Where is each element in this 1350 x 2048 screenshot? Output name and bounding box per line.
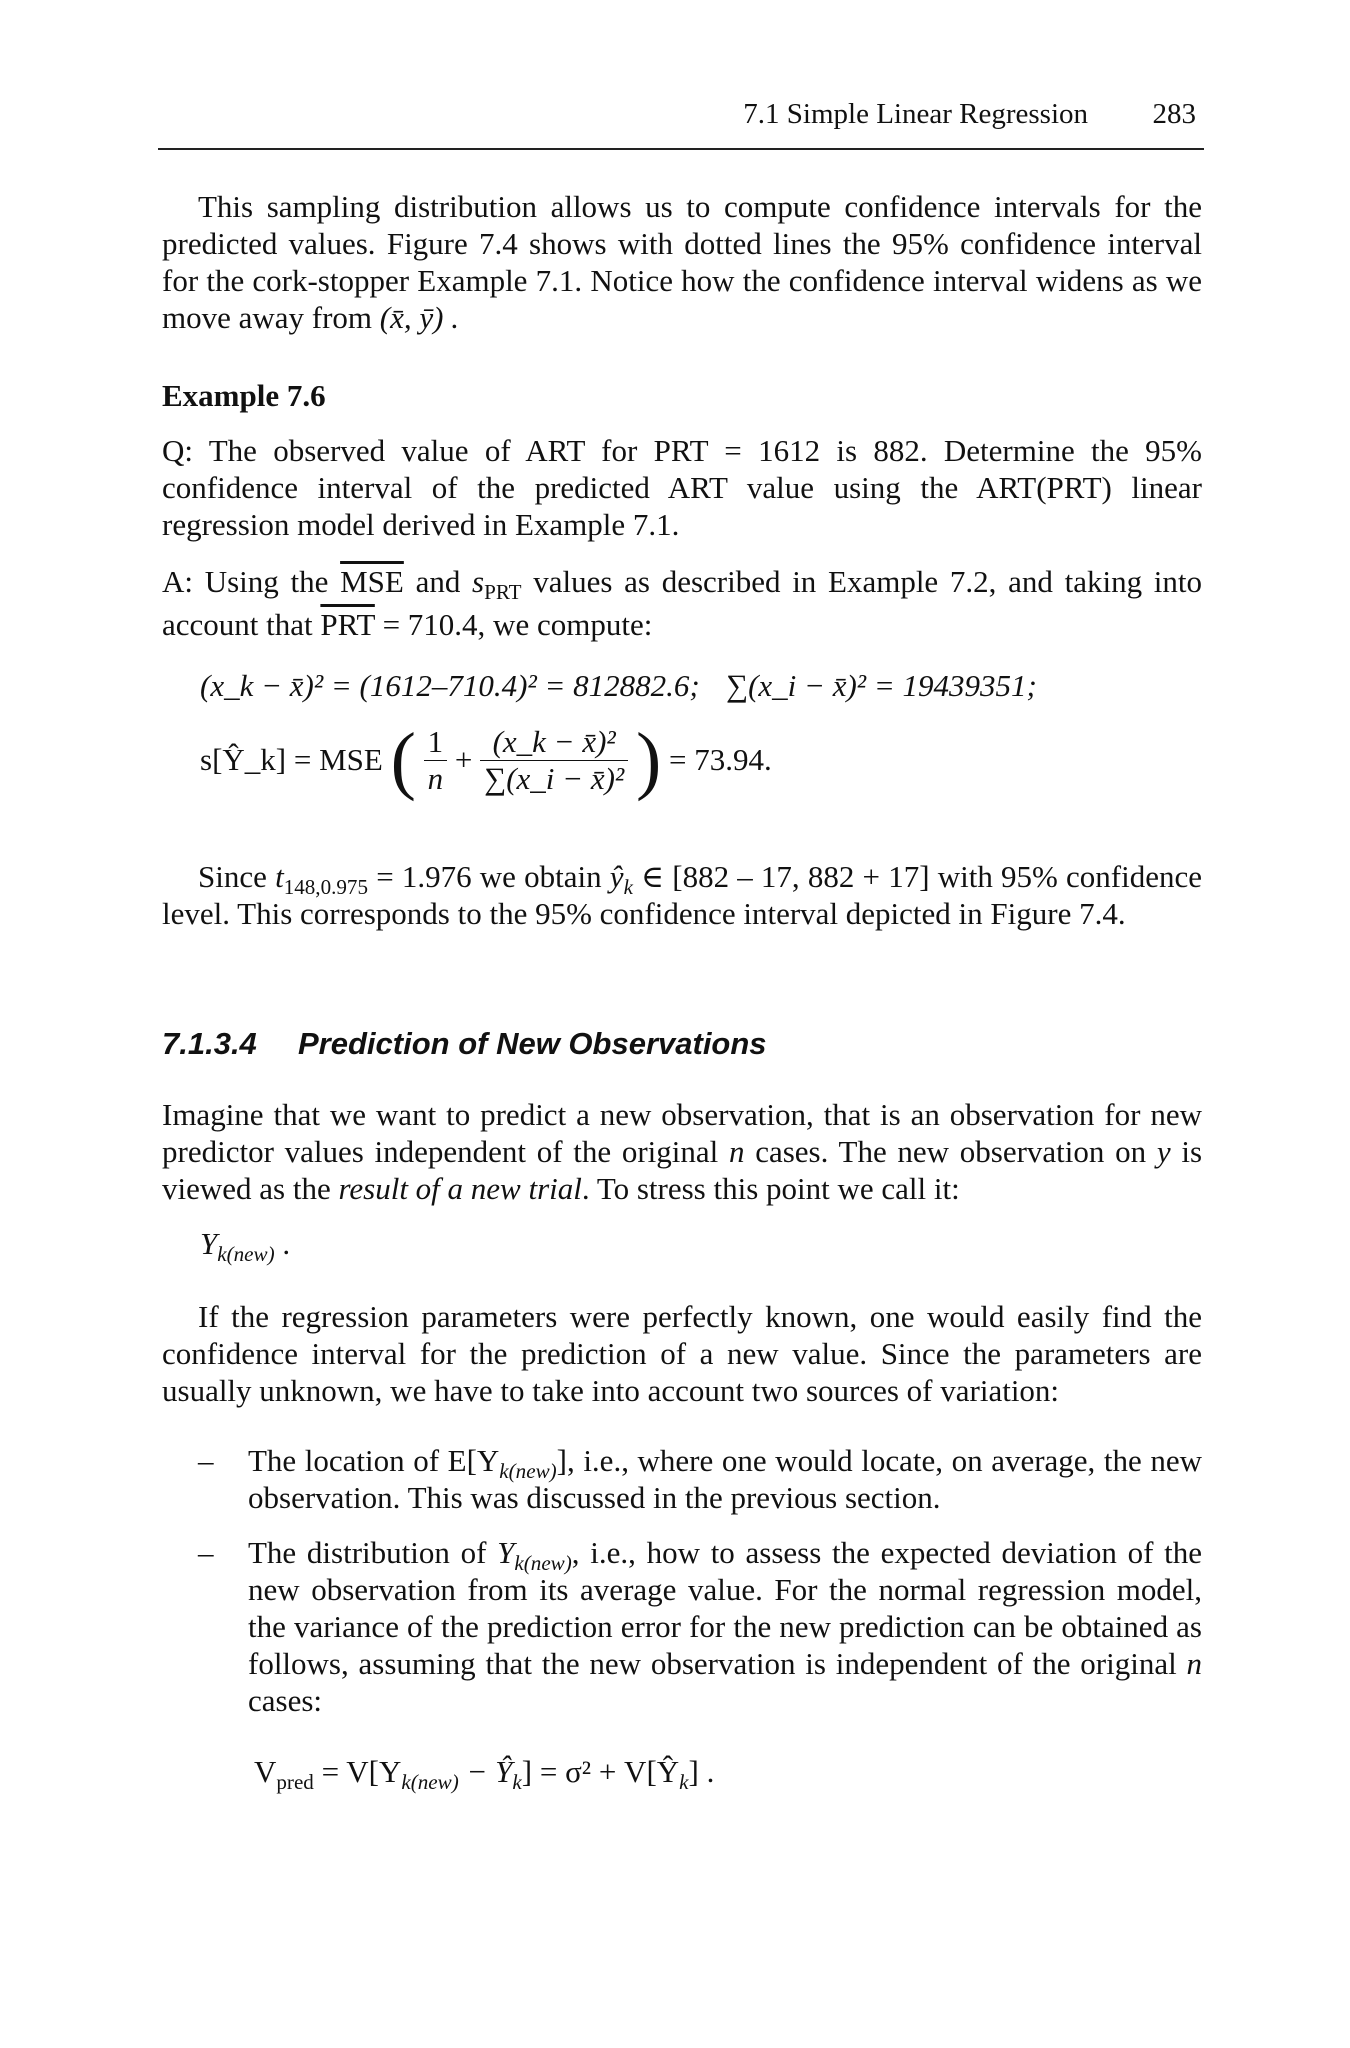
vpred-V: V bbox=[254, 1754, 277, 1789]
vpred-rest: = V[Y bbox=[321, 1754, 402, 1789]
bullet-dash: – bbox=[198, 1443, 214, 1478]
since-t: t bbox=[275, 859, 284, 894]
ynew-sub: k(new) bbox=[217, 1242, 275, 1267]
pred-emph: result of a new trial bbox=[338, 1171, 582, 1206]
eq1-right: ∑(x_i − x̄)² = 19439351; bbox=[726, 668, 1037, 703]
ynew-Y: Y bbox=[200, 1226, 218, 1261]
pred-part2: cases. The new observation on bbox=[755, 1134, 1147, 1169]
answer-end: = 710.4, we compute: bbox=[382, 607, 653, 642]
left-paren: ( bbox=[390, 718, 416, 802]
eq2-left: s[Ŷ_k] = MSE bbox=[200, 742, 383, 777]
pred-part1: Imagine that we want to predict a new observation, that is an observation for new predictor values independent of the original bbox=[162, 1097, 1202, 1169]
intro-mean-point: (x̄, ȳ) . bbox=[379, 300, 459, 335]
bullet1-a: The location of bbox=[248, 1443, 440, 1478]
since-part2: = 1.976 we obtain bbox=[376, 859, 602, 894]
page-number: 283 bbox=[1152, 98, 1196, 130]
running-header bbox=[158, 98, 1204, 150]
pred-n: n bbox=[728, 1134, 745, 1169]
bullet2-a: The distribution of bbox=[248, 1535, 487, 1570]
plus-sign: + bbox=[454, 742, 473, 777]
right-paren: ) bbox=[635, 718, 662, 802]
bullet2-math: Y bbox=[497, 1535, 515, 1570]
equation-sum-squares bbox=[726, 668, 1037, 704]
since-yhat: ŷ bbox=[609, 859, 624, 894]
pred-part4: . To stress this point we call it: bbox=[581, 1171, 960, 1206]
vpred-rest2-sub: k bbox=[512, 1770, 522, 1795]
prediction-paragraph bbox=[162, 1096, 1202, 1207]
bullet2-math-sub: k(new) bbox=[514, 1551, 572, 1576]
since-part1: Since bbox=[198, 859, 267, 894]
answer-s-sub: PRT bbox=[484, 580, 522, 605]
equation-deviation bbox=[200, 668, 700, 704]
regression-paragraph bbox=[162, 1298, 1202, 1409]
regression-text: If the regression parameters were perfectly known, one would easily find the confidence interval for the prediction of a new value. Since the parameters are usually unknown, we have to take into account two sources of variation: bbox=[162, 1299, 1202, 1408]
answer-intro: A: Using the bbox=[162, 564, 329, 599]
frac1-numerator: 1 bbox=[424, 724, 448, 761]
answer-middle: values as described in Example 7.2, and taking into account that bbox=[162, 564, 1203, 642]
bullet2-n: n bbox=[1186, 1646, 1203, 1681]
ynew-tail: . bbox=[282, 1226, 291, 1261]
frac2-numerator: (x_k − x̄)² bbox=[480, 724, 628, 761]
answer-prt-mean: $\overline{PRT}$ bbox=[320, 607, 375, 642]
vpred-rest2: − Ŷ bbox=[466, 1754, 513, 1789]
example-answer bbox=[162, 560, 1202, 646]
section-number: 7.1.3.4 bbox=[162, 1026, 257, 1061]
intro-paragraph bbox=[162, 188, 1202, 336]
equation-new-observation bbox=[200, 1226, 291, 1267]
since-t-sub: 148,0.975 bbox=[283, 875, 368, 900]
bullet-distribution bbox=[162, 1534, 1202, 1719]
bullet1-math: E[Y bbox=[447, 1443, 500, 1478]
pred-y: y bbox=[1156, 1134, 1171, 1169]
question-text: Q: The observed value of ART for PRT = 1612 is 882. Determine the 95% confidence interval of the predicted ART value using the ART(PRT) linear regression model derived in Example 7.1. bbox=[162, 433, 1202, 542]
vpred-rest-sub: k(new) bbox=[401, 1770, 459, 1795]
answer-mse: $\overline{MSE}$ bbox=[340, 564, 404, 599]
vpred-sub: pred bbox=[276, 1770, 314, 1795]
header-section-title: 7.1 Simple Linear Regression bbox=[743, 98, 1088, 130]
example-question bbox=[162, 432, 1202, 543]
bullet1-math-sub: k(new) bbox=[499, 1459, 557, 1484]
answer-s: s bbox=[472, 564, 485, 599]
eq2-result: = 73.94. bbox=[669, 742, 772, 777]
pred-part3: is viewed as the bbox=[162, 1134, 1203, 1206]
answer-and: and bbox=[415, 564, 461, 599]
fraction-deviation-ratio bbox=[480, 724, 628, 797]
eq1-left: (x_k − x̄)² = (1612–710.4)² = 812882.6; bbox=[200, 668, 700, 703]
vpred-rest3-sub: k bbox=[679, 1770, 689, 1795]
bullet-location bbox=[162, 1442, 1202, 1516]
equation-prediction-variance bbox=[254, 1754, 715, 1795]
bullet2-c: cases: bbox=[248, 1683, 323, 1718]
bullet-dash: – bbox=[198, 1535, 214, 1570]
vpred-rest3: ] = σ² + V[Ŷ bbox=[521, 1754, 680, 1789]
bullet1-b: , i.e., where one would locate, on average, the new observation. This was discussed in the previous section. bbox=[248, 1443, 1202, 1515]
since-yhat-sub: k bbox=[623, 875, 633, 900]
equation-standard-error bbox=[200, 718, 772, 802]
frac2-denominator: ∑(x_i − x̄)² bbox=[484, 760, 625, 796]
bullet1-math-end: ] bbox=[556, 1443, 567, 1478]
intro-text: This sampling distribution allows us to compute confidence intervals for the predicted values. Figure 7.4 shows with dotted lines the 95% confidence interval for the cork-stopper Example 7.1. Notice how the confidence interval widens as we move away from bbox=[162, 189, 1202, 335]
since-paragraph bbox=[162, 858, 1202, 932]
fraction-1-over-n bbox=[424, 724, 448, 797]
section-title: Prediction of New Observations bbox=[298, 1026, 767, 1061]
section-heading bbox=[162, 1026, 767, 1062]
vpred-rest4: ] . bbox=[688, 1754, 715, 1789]
example-title: Example 7.6 bbox=[162, 378, 326, 413]
since-part3: ∈ [882 – 17, 882 + 17] with 95% confidence level. This corresponds to the 95% confidence interval depicted in Figure 7.4. bbox=[162, 859, 1202, 931]
frac1-denominator: n bbox=[427, 760, 444, 796]
bullet2-b: , i.e., how to assess the expected deviation of the new observation from its average value. For the normal regression model, the variance of the prediction error for the new prediction can be obtained as follows, assuming that the new observation is independent of the original bbox=[248, 1535, 1202, 1681]
